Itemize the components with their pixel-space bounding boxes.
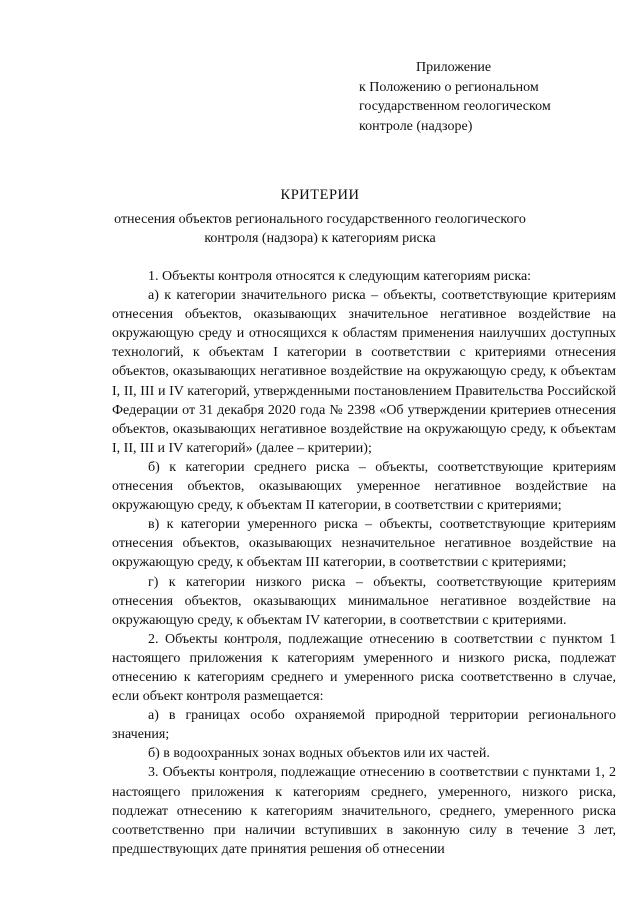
paragraph-1v: в) к категории умеренного риска – объекты, соответствующие критериям отнесения объектов, оказывающих незначительное негативное воздействие на окружающую среду, к объектам III категории, в соответствии с критериями; <box>112 517 616 571</box>
document-body <box>112 267 616 859</box>
appendix-line: контроле (надзоре) <box>359 118 473 134</box>
appendix-header <box>359 58 619 136</box>
appendix-line: к Положению о региональном <box>359 79 539 95</box>
appendix-line: государственном геологическом <box>359 99 551 114</box>
document-title: КРИТЕРИИ <box>280 187 360 203</box>
document-subtitle <box>100 210 540 248</box>
paragraph-2: 2. Объекты контроля, подлежащие отнесению в соответствии с пунктом 1 настоящего приложения к категориям умеренного и низкого риска, подлежат отнесению к категориям среднего и умеренного риска соответственно в случае, если объект контроля размещается: <box>112 631 616 705</box>
subtitle-line: контроля (надзора) к категориям риска <box>204 231 436 246</box>
paragraph-1g: г) к категории низкого риска – объекты, соответствующие критериям отнесения объектов, оказывающих минимальное негативное воздействие на окружающую среду, к объектам IV категории, в соответствии с критериями. <box>112 574 616 628</box>
paragraph-1a: а) к категории значительного риска – объекты, соответствующие критериям отнесения объектов, оказывающих значительное негативное воздействие на окружающую среду и относящихся к областям применения наилучших доступных технологий, к объектам I категории в соответствии с критериями отнесения объектов, оказывающих негативное воздействие на окружающую среду, к объектам I, II, III и IV категорий, утвержденными постановлением Правительства Российской Федерации от 31 декабря 2020 года № 2398 «Об утверждении критериев отнесения объектов, оказывающих негативное воздействие на окружающую среду, к объектам I, II, III и IV категорий» (далее – критерии); <box>112 288 616 456</box>
appendix-line: Приложение <box>416 60 492 75</box>
paragraph-2b: б) в водоохранных зонах водных объектов или их частей. <box>148 746 490 762</box>
paragraph-1b: б) к категории среднего риска – объекты, соответствующие критериям отнесения объектов, оказывающих умеренное негативное воздействие на окружающую среду, к объектам II категории, в соответствии с критериями; <box>112 459 616 514</box>
title-block <box>100 185 540 248</box>
paragraph-1: 1. Объекты контроля относятся к следующим категориям риска: <box>148 269 532 284</box>
subtitle-line: отнесения объектов регионального государственного геологического <box>114 212 526 227</box>
paragraph-3: 3. Объекты контроля, подлежащие отнесению в соответствии с пунктами 1, 2 настоящего приложения к категориям среднего, умеренного, низкого риска, подлежат отнесению к категориям значительного, среднего, умеренного риска соответственно при наличии вступивших в законную силу в течение 3 лет, предшествующих дате принятия решения об отнесении <box>112 765 616 857</box>
paragraph-2a: а) в границах особо охраняемой природной территории регионального значения; <box>112 708 616 743</box>
